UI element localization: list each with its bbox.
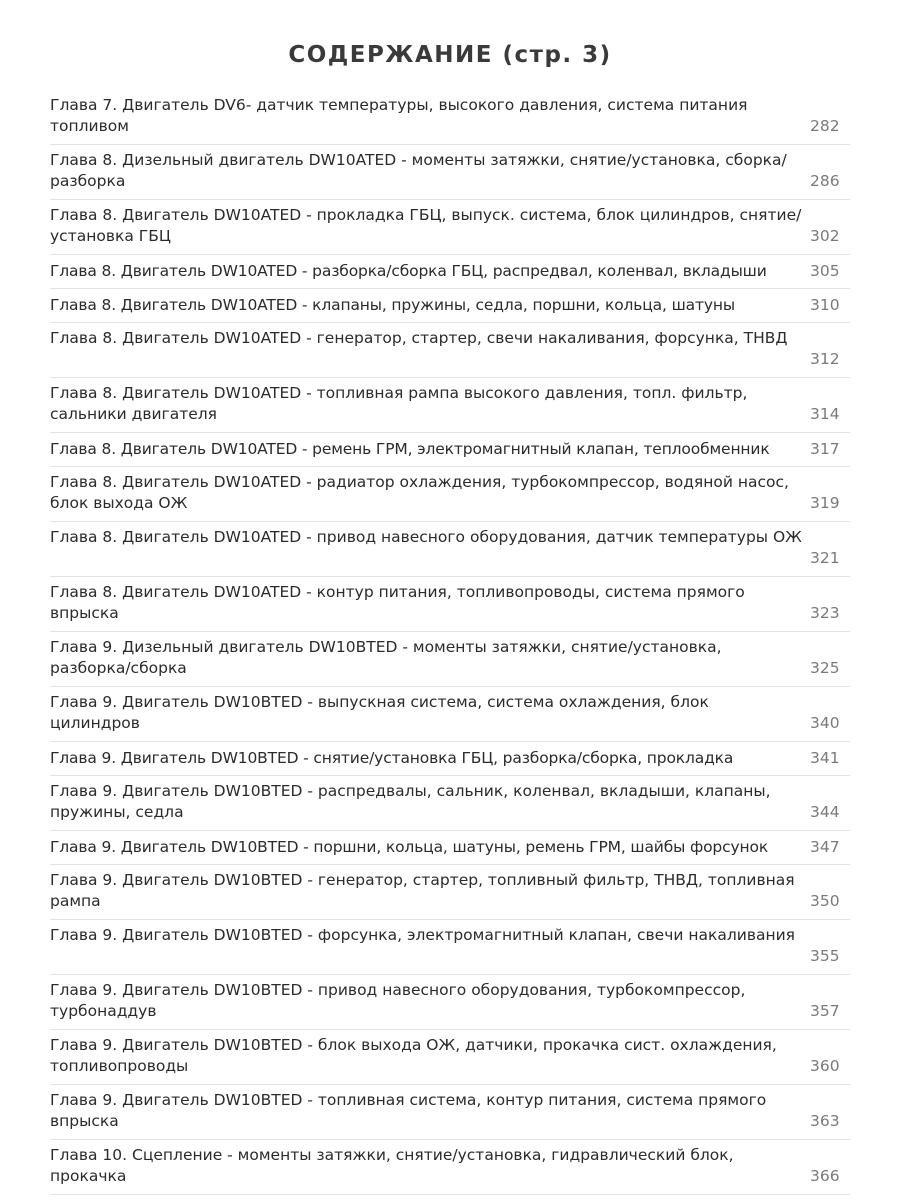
toc-entry-title: Глава 8. Двигатель DW10ATED - привод навесного оборудования, датчик температуры ОЖ (50, 528, 802, 546)
toc-entry[interactable] (50, 200, 850, 255)
toc-entry-title: Глава 9. Двигатель DW10BTED - выпускная система, система охлаждения, блок цилиндров (50, 693, 709, 732)
toc-entry-page: 302 (810, 227, 840, 245)
toc-entry-title: Глава 8. Двигатель DW10ATED - топливная рампа высокого давления, топл. фильтр, сальники двигателя (50, 384, 748, 423)
toc-list (50, 90, 850, 1195)
page-title: СОДЕРЖАНИЕ (стр. 3) (288, 42, 612, 68)
toc-entry-title: Глава 8. Двигатель DW10ATED - генератор, стартер, свечи накаливания, форсунка, ТНВД (50, 329, 788, 347)
toc-entry[interactable] (50, 920, 850, 975)
toc-entry-page: 317 (810, 440, 840, 458)
toc-entry-page: 314 (810, 405, 840, 423)
toc-entry-page: 357 (810, 1002, 840, 1020)
toc-entry-title: Глава 8. Двигатель DW10ATED - радиатор охлаждения, турбокомпрессор, водяной насос, блок выхода ОЖ (50, 473, 789, 512)
toc-entry-title: Глава 7. Двигатель DV6- датчик температуры, высокого давления, система питания топливом (50, 96, 748, 135)
toc-entry[interactable] (50, 255, 850, 289)
toc-entry-page: 360 (810, 1057, 840, 1075)
toc-entry-page: 350 (810, 892, 840, 910)
toc-entry-title: Глава 9. Двигатель DW10BTED - распредвалы, сальник, коленвал, вкладыши, клапаны, пружины, седла (50, 782, 771, 821)
toc-entry-title: Глава 9. Двигатель DW10BTED - снятие/установка ГБЦ, разборка/сборка, прокладка (50, 749, 734, 767)
toc-entry[interactable] (50, 687, 850, 742)
toc-entry-page: 319 (810, 494, 840, 512)
toc-entry[interactable] (50, 522, 850, 577)
toc-entry-page: 321 (810, 549, 840, 567)
toc-entry-page: 344 (810, 803, 840, 821)
toc-entry[interactable] (50, 1140, 850, 1195)
toc-entry-title: Глава 9. Двигатель DW10BTED - форсунка, электромагнитный клапан, свечи накаливания (50, 926, 795, 944)
toc-entry-page: 282 (810, 117, 840, 135)
toc-entry[interactable] (50, 632, 850, 687)
toc-entry-title: Глава 8. Двигатель DW10ATED - ремень ГРМ, электромагнитный клапан, теплообменник (50, 440, 770, 458)
toc-entry-title: Глава 9. Дизельный двигатель DW10BTED - моменты затяжки, снятие/установка, разборка/сборка (50, 638, 722, 677)
toc-entry-title: Глава 8. Дизельный двигатель DW10ATED - моменты затяжки, снятие/установка, сборка/разборка (50, 151, 787, 190)
toc-entry[interactable] (50, 776, 850, 831)
toc-entry-title: Глава 8. Двигатель DW10ATED - клапаны, пружины, седла, поршни, кольца, шатуны (50, 296, 735, 314)
toc-entry-page: 323 (810, 604, 840, 622)
toc-entry-page: 312 (810, 350, 840, 368)
toc-entry-title: Глава 8. Двигатель DW10ATED - контур питания, топливопроводы, система прямого впрыска (50, 583, 745, 622)
toc-entry[interactable] (50, 1085, 850, 1140)
toc-entry-title: Глава 9. Двигатель DW10BTED - генератор, стартер, топливный фильтр, ТНВД, топливная рампа (50, 871, 795, 910)
toc-entry-page: 347 (810, 838, 840, 856)
toc-entry[interactable] (50, 577, 850, 632)
toc-entry-title: Глава 9. Двигатель DW10BTED - топливная система, контур питания, система прямого впрыска (50, 1091, 767, 1130)
toc-entry-page: 325 (810, 659, 840, 677)
toc-entry-page: 286 (810, 172, 840, 190)
toc-entry-page: 366 (810, 1167, 840, 1185)
toc-entry-title: Глава 8. Двигатель DW10ATED - прокладка ГБЦ, выпуск. система, блок цилиндров, снятие/установка ГБЦ (50, 206, 802, 245)
toc-entry[interactable] (50, 742, 850, 776)
toc-entry[interactable] (50, 831, 850, 865)
toc-entry-page: 355 (810, 947, 840, 965)
toc-entry[interactable] (50, 1030, 850, 1085)
toc-entry[interactable] (50, 433, 850, 467)
toc-entry[interactable] (50, 145, 850, 200)
toc-entry[interactable] (50, 289, 850, 323)
toc-entry-page: 305 (810, 262, 840, 280)
toc-entry-page: 363 (810, 1112, 840, 1130)
toc-entry-title: Глава 9. Двигатель DW10BTED - поршни, кольца, шатуны, ремень ГРМ, шайбы форсунок (50, 838, 769, 856)
toc-entry-title: Глава 8. Двигатель DW10ATED - разборка/сборка ГБЦ, распредвал, коленвал, вкладыши (50, 262, 767, 280)
toc-entry[interactable] (50, 323, 850, 378)
toc-entry-page: 340 (810, 714, 840, 732)
toc-entry-page: 310 (810, 296, 840, 314)
toc-entry-title: Глава 9. Двигатель DW10BTED - блок выхода ОЖ, датчики, прокачка сист. охлаждения, топливопроводы (50, 1036, 777, 1075)
toc-entry[interactable] (50, 975, 850, 1030)
toc-entry-title: Глава 10. Сцепление - моменты затяжки, снятие/установка, гидравлический блок, прокачка (50, 1146, 734, 1185)
toc-entry[interactable] (50, 467, 850, 522)
toc-entry[interactable] (50, 865, 850, 920)
toc-entry-title: Глава 9. Двигатель DW10BTED - привод навесного оборудования, турбокомпрессор, турбонаддув (50, 981, 746, 1020)
toc-entry[interactable] (50, 378, 850, 433)
toc-entry[interactable] (50, 90, 850, 145)
toc-entry-page: 341 (810, 749, 840, 767)
